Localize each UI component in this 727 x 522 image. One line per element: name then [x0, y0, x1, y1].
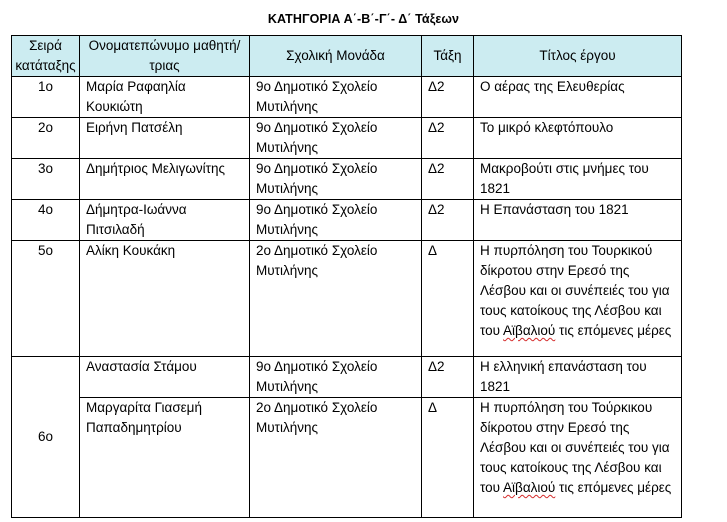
table-row: [12, 357, 682, 398]
grade-cell: Δ2: [422, 77, 474, 118]
work-title-cell: Η ελληνική επανάσταση του 1821: [474, 357, 682, 398]
work-title-text: Η πυρπόληση του Τουρκικού δίκροτου στην Ερεσό της Λέσβου και οι συνέπειές του για τους κατοίκους της Λέσβου και του: [480, 243, 670, 338]
work-title-cell: Μακροβούτι στις μνήμες του 1821: [474, 159, 682, 200]
grade-cell: Δ: [422, 241, 474, 357]
work-title-cell: Το μικρό κλεφτόπουλο: [474, 118, 682, 159]
school-cell: 2ο Δημοτικό Σχολείο Μυτιλήνης: [250, 398, 422, 518]
work-title-text: τις επόμενες μέρες: [555, 323, 672, 338]
work-title-cell: Η Επανάσταση του 1821: [474, 200, 682, 241]
rank-cell: 2ο: [12, 118, 80, 159]
header-rank: Σειρά κατάταξης: [12, 36, 80, 77]
table-row: [12, 241, 682, 357]
school-cell: 9ο Δημοτικό Σχολείο Μυτιλήνης: [250, 118, 422, 159]
spellcheck-flagged-word: Αϊβαλιού: [503, 480, 556, 495]
school-cell: 9ο Δημοτικό Σχολείο Μυτιλήνης: [250, 77, 422, 118]
header-work-title: Τίτλος έργου: [474, 36, 682, 77]
work-title-text: τις επόμενες μέρες: [555, 480, 672, 495]
school-cell: 2ο Δημοτικό Σχολείο Μυτιλήνης: [250, 241, 422, 357]
grade-cell: Δ2: [422, 357, 474, 398]
rank-cell: 3ο: [12, 159, 80, 200]
table-row: [12, 398, 682, 518]
table-row: [12, 118, 682, 159]
work-title-cell: [474, 241, 682, 357]
work-title-cell: [474, 398, 682, 518]
work-title-cell: Ο αέρας της Ελευθερίας: [474, 77, 682, 118]
student-name-cell: Μαργαρίτα Γιασεμή Παπαδημητρίου: [80, 398, 250, 518]
document-title: ΚΑΤΗΓΟΡΙΑ Α΄-Β΄-Γ΄- Δ΄ Τάξεων: [267, 12, 460, 26]
school-cell: 9ο Δημοτικό Σχολείο Μυτιλήνης: [250, 200, 422, 241]
table-row: [12, 200, 682, 241]
table-row: [12, 159, 682, 200]
rank-cell: 6ο: [12, 357, 80, 518]
student-name-cell: Αλίκη Κουκάκη: [80, 241, 250, 357]
header-name: Ονοματεπώνυμο μαθητή/τριας: [80, 36, 250, 77]
school-cell: 9ο Δημοτικό Σχολείο Μυτιλήνης: [250, 357, 422, 398]
student-name-cell: Δήμητρα-Ιωάννα Πιτσιλαδή: [80, 200, 250, 241]
grade-cell: Δ: [422, 398, 474, 518]
grade-cell: Δ2: [422, 118, 474, 159]
header-school: Σχολική Μονάδα: [250, 36, 422, 77]
rank-cell: 1ο: [12, 77, 80, 118]
school-cell: 9ο Δημοτικό Σχολείο Μυτιλήνης: [250, 159, 422, 200]
grade-cell: Δ2: [422, 159, 474, 200]
student-name-cell: Ειρήνη Πατσέλη: [80, 118, 250, 159]
student-name-cell: Αναστασία Στάμου: [80, 357, 250, 398]
header-row: [12, 36, 682, 77]
results-table: [11, 35, 682, 518]
header-grade: Τάξη: [422, 36, 474, 77]
rank-cell: 5ο: [12, 241, 80, 357]
rank-cell: 4ο: [12, 200, 80, 241]
student-name-cell: Μαρία Ραφαηλία Κουκιώτη: [80, 77, 250, 118]
grade-cell: Δ2: [422, 200, 474, 241]
table-row: [12, 77, 682, 118]
work-title-text: Η πυρπόληση του Τούρκικου δίκροτου στην Ερεσό της Λέσβου και οι συνέπειές του για τους κατοίκους της Λέσβου και του: [480, 400, 670, 495]
student-name-cell: Δημήτριος Μελιγωνίτης: [80, 159, 250, 200]
spellcheck-flagged-word: Αϊβαλιού: [503, 323, 556, 338]
